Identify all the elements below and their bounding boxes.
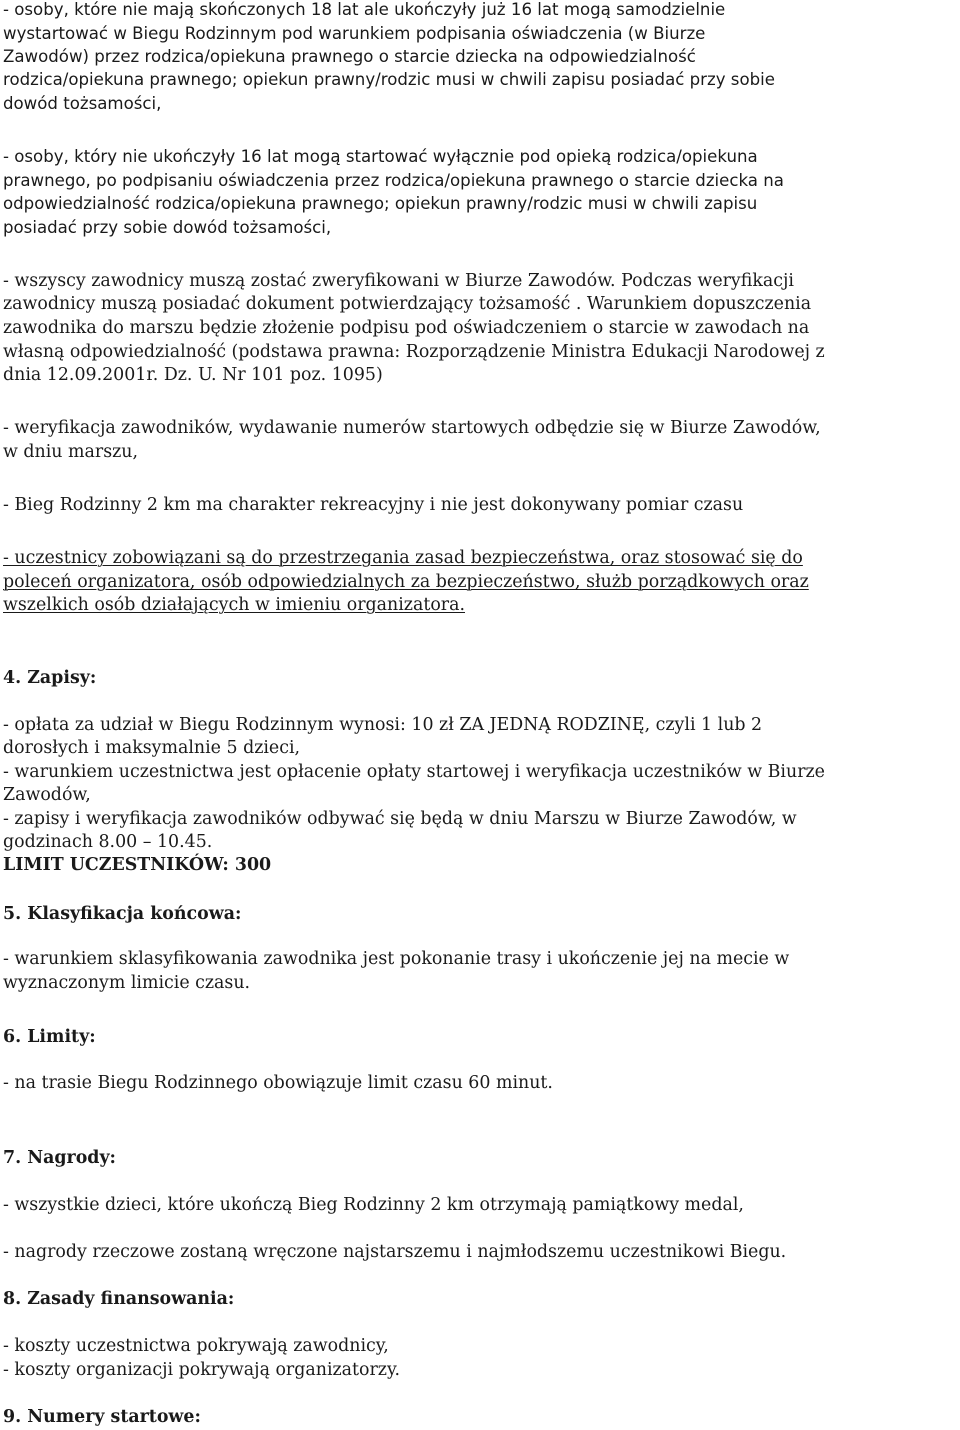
text-line: dorosłych i maksymalnie 5 dzieci,: [3, 738, 301, 758]
text-line: zawodnicy muszą posiadać dokument potwierdzający tożsamość . Warunkiem dopuszczenia: [3, 294, 812, 314]
section-heading-limity: 6. Limity:: [3, 1027, 96, 1047]
text-line: własną odpowiedzialność (podstawa prawna: Rozporządzenie Ministra Edukacji Narodowej z: [3, 342, 825, 362]
section-heading-numery-startowe: 9. Numery startowe:: [3, 1407, 201, 1427]
underlined-text-line: wszelkich osób działających w imieniu organizatora.: [3, 595, 465, 615]
text-line: - osoby, które nie mają skończonych 18 lat ale ukończyły już 16 lat mogą samodzielnie: [3, 0, 726, 19]
text-line: wystartować w Biegu Rodzinnym pod warunkiem podpisania oświadczenia (w Biurze: [3, 24, 706, 43]
text-line: rodzica/opiekuna prawnego; opiekun prawny/rodzic musi w chwili zapisu posiadać przy sobie: [3, 70, 775, 89]
text-line: prawnego, po podpisaniu oświadczenia przez rodzica/opiekuna prawnego o starcie dziecka na: [3, 171, 784, 190]
text-line: - zapisy i weryfikacja zawodników odbywać się będą w dniu Marszu w Biurze Zawodów, w: [3, 809, 797, 829]
text-line: - warunkiem uczestnictwa jest opłacenie opłaty startowej i weryfikacja uczestników w Biurze: [3, 762, 825, 782]
text-line: godzinach 8.00 – 10.45.: [3, 832, 213, 852]
text-line: - na trasie Biegu Rodzinnego obowiązuje limit czasu 60 minut.: [3, 1073, 553, 1093]
text-line: odpowiedzialność rodzica/opiekuna prawnego; opiekun prawny/rodzic musi w chwili zapisu: [3, 194, 758, 213]
section-heading-zapisy: 4. Zapisy:: [3, 668, 97, 688]
text-line: Zawodów) przez rodzica/opiekuna prawnego o starcie dziecka na odpowiedzialność: [3, 47, 696, 66]
text-line: - koszty uczestnictwa pokrywają zawodnicy,: [3, 1336, 389, 1356]
text-line: wyznaczonym limicie czasu.: [3, 973, 251, 993]
text-line: - wszystkie dzieci, które ukończą Bieg Rodzinny 2 km otrzymają pamiątkowy medal,: [3, 1195, 744, 1215]
underlined-text-line: - uczestnicy zobowiązani są do przestrzegania zasad bezpieczeństwa, oraz stosować się do: [3, 548, 803, 568]
section-heading-nagrody: 7. Nagrody:: [3, 1148, 116, 1168]
text-line: - osoby, który nie ukończyły 16 lat mogą startować wyłącznie pod opieką rodzica/opiekuna: [3, 147, 758, 166]
text-line: zawodnika do marszu będzie złożenie podpisu pod oświadczeniem o starcie w zawodach na: [3, 318, 810, 338]
participant-limit: LIMIT UCZESTNIKÓW: 300: [3, 855, 272, 875]
text-line: dnia 12.09.2001r. Dz. U. Nr 101 poz. 1095): [3, 365, 383, 385]
text-line: - opłata za udział w Biegu Rodzinnym wynosi: 10 zł ZA JEDNĄ RODZINĘ, czyli 1 lub 2: [3, 715, 763, 735]
text-line: - Bieg Rodzinny 2 km ma charakter rekreacyjny i nie jest dokonywany pomiar czasu: [3, 495, 744, 515]
underlined-text-line: poleceń organizatora, osób odpowiedzialnych za bezpieczeństwo, służb porządkowych oraz: [3, 572, 809, 592]
text-line: - nagrody rzeczowe zostaną wręczone najstarszemu i najmłodszemu uczestnikowi Biegu.: [3, 1242, 787, 1262]
text-line: - koszty organizacji pokrywają organizatorzy.: [3, 1360, 401, 1380]
text-line: w dniu marszu,: [3, 442, 139, 462]
text-line: Zawodów,: [3, 785, 91, 805]
section-heading-finansowanie: 8. Zasady finansowania:: [3, 1289, 235, 1309]
text-line: - warunkiem sklasyfikowania zawodnika jest pokonanie trasy i ukończenie jej na mecie w: [3, 949, 790, 969]
text-line: dowód tożsamości,: [3, 94, 162, 113]
text-line: - wszyscy zawodnicy muszą zostać zweryfikowani w Biurze Zawodów. Podczas weryfikacji: [3, 271, 794, 291]
section-heading-klasyfikacja: 5. Klasyfikacja końcowa:: [3, 904, 242, 924]
text-line: - weryfikacja zawodników, wydawanie numerów startowych odbędzie się w Biurze Zawodów,: [3, 418, 821, 438]
text-line: posiadać przy sobie dowód tożsamości,: [3, 218, 332, 237]
